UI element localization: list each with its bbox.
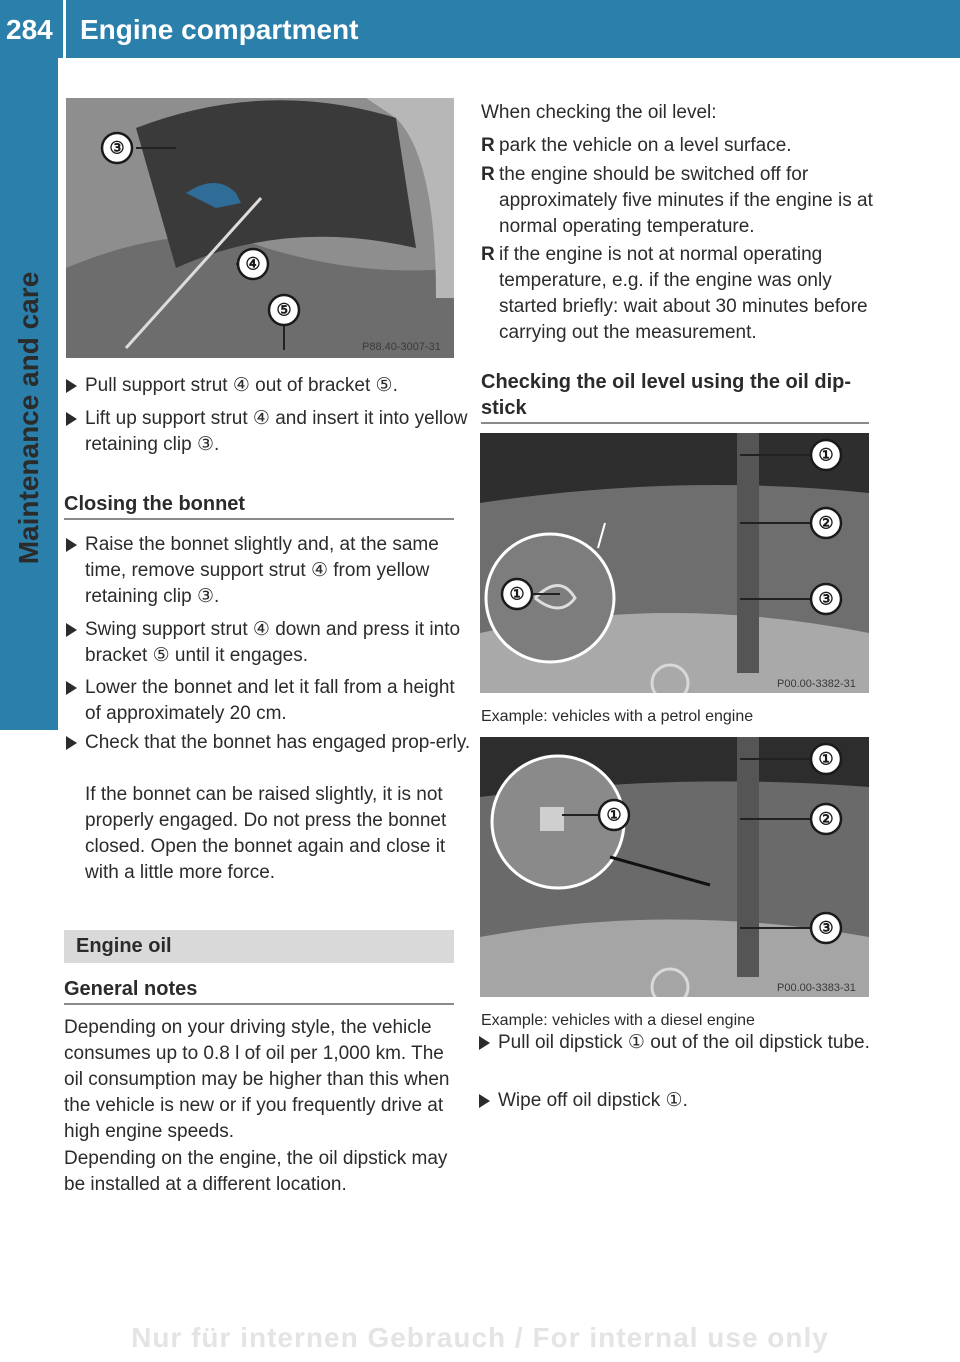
step-arrow-icon	[479, 1094, 490, 1108]
callout-2	[811, 804, 841, 834]
dipstick-heading: Checking the oil level using the oil dip-stick	[481, 371, 852, 419]
page-header	[0, 0, 960, 58]
step-arrow-icon	[479, 1036, 490, 1050]
callout-3	[811, 584, 841, 614]
callout-4	[238, 249, 268, 279]
bullet-symbol: R	[481, 244, 495, 265]
side-tab	[0, 58, 58, 730]
step-raise-bonnet: Raise the bonnet slightly and, at the same time, remove support strut ④ from yellow retaining clip ③.	[64, 532, 475, 610]
step-wipe-dipstick: Wipe off oil dipstick ①.	[477, 1088, 890, 1114]
svg-text:①: ①	[818, 749, 834, 769]
step-arrow-icon	[66, 623, 77, 637]
bullet-symbol: R	[481, 135, 495, 156]
bullet-level-surface: R park the vehicle on a level surface.	[481, 133, 889, 159]
callout-1	[811, 744, 841, 774]
figure-id: P00.00-3382-31	[777, 678, 856, 690]
svg-text:①: ①	[606, 805, 622, 825]
bullet-not-normal-temp: R if the engine is not at normal operating temperature, e.g. if the engine was only started briefly: wait about 30 minutes before carrying out the measurement.	[481, 244, 868, 343]
figure-id: P88.40-3007-31	[362, 341, 441, 353]
bullet-switch-off: R the engine should be switched off for approximately five minutes if the engine is at normal operating temperature.	[481, 164, 873, 237]
page-number: 284	[6, 14, 53, 45]
closing-heading: Closing the bonnet	[64, 493, 246, 515]
callout-1-inset	[502, 579, 532, 609]
svg-text:③: ③	[818, 918, 834, 938]
side-tab-label: Maintenance and care	[13, 271, 44, 565]
step-arrow-icon	[66, 681, 77, 695]
svg-text:①: ①	[818, 445, 834, 465]
figure-id: P00.00-3383-31	[777, 982, 856, 994]
dipstick-location-paragraph: Depending on the engine, the oil dipstick may be installed at a different location.	[64, 1148, 448, 1195]
callout-5	[269, 295, 299, 325]
step-arrow-icon	[66, 736, 77, 750]
step-check-bonnet: Check that the bonnet has engaged prop-erly.	[64, 730, 475, 756]
footer-watermark: Nur für internen Gebrauch / For internal use only	[131, 1322, 829, 1353]
oil-check-intro: When checking the oil level:	[481, 102, 717, 123]
svg-text:②: ②	[818, 513, 834, 533]
step-arrow-icon	[66, 538, 77, 552]
engine-oil-heading: Engine oil	[64, 930, 454, 963]
bonnet-figure	[66, 98, 454, 358]
step-pull-dipstick: Pull oil dipstick ① out of the oil dipstick tube.	[477, 1030, 890, 1056]
svg-text:③: ③	[818, 589, 834, 609]
oil-consumption-paragraph: Depending on your driving style, the vehicle consumes up to 0.8 l of oil per 1,000 km. The oil consumption may be higher than this when the vehicle is new or if you frequently drive at high engine speeds.	[64, 1017, 450, 1142]
svg-text:①: ①	[509, 584, 525, 604]
diesel-caption: Example: vehicles with a diesel engine	[481, 1012, 755, 1029]
close-note: If the bonnet can be raised slightly, it is not properly engaged. Do not press the bonnet closed. Open the bonnet again and close it with a little more force.	[85, 784, 447, 883]
svg-text:⑤: ⑤	[276, 300, 292, 320]
callout-1-inset	[599, 800, 629, 830]
svg-text:④: ④	[245, 254, 261, 274]
callout-3	[811, 913, 841, 943]
step-pull-strut: Pull support strut ④ out of bracket ⑤.	[64, 373, 475, 399]
bullet-symbol: R	[481, 164, 495, 185]
step-lift-strut: Lift up support strut ④ and insert it into yellow retaining clip ③.	[64, 406, 475, 458]
step-arrow-icon	[66, 412, 77, 426]
callout-3	[102, 133, 132, 163]
closing-rule	[64, 518, 454, 520]
step-arrow-icon	[66, 379, 77, 393]
header-divider	[63, 0, 66, 58]
petrol-engine-figure	[480, 433, 869, 693]
page-title: Engine compartment	[80, 14, 359, 45]
general-notes-heading: General notes	[64, 978, 198, 1000]
step-lower-bonnet: Lower the bonnet and let it fall from a height of approximately 20 cm.	[64, 675, 475, 727]
svg-text:②: ②	[818, 809, 834, 829]
diesel-engine-figure	[480, 737, 869, 997]
step-swing-strut: Swing support strut ④ down and press it into bracket ⑤ until it engages.	[64, 617, 475, 669]
callout-1	[811, 440, 841, 470]
svg-text:③: ③	[109, 138, 125, 158]
general-notes-rule	[64, 1003, 454, 1005]
dipstick-rule	[481, 422, 869, 424]
petrol-caption: Example: vehicles with a petrol engine	[481, 708, 754, 725]
callout-2	[811, 508, 841, 538]
